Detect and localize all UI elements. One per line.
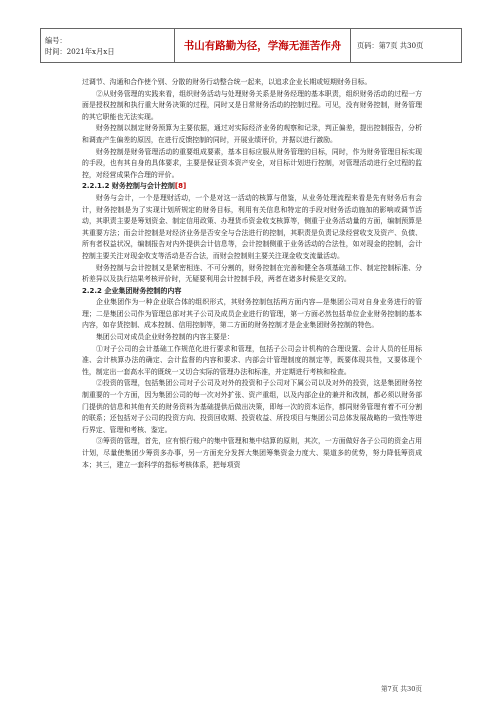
body-paragraph: 财务控制是财务管理活动的重要组成要素，基本目标应服从财务管理的目标，同时，作为财务管理目标实现的手段，也有其自身的具体要求，主要是保证资本资产安全，对目标计划进行控制，对管理活动进行全过程的监控，对经营成果作合理的评价。 (82, 147, 422, 179)
body-paragraph: 财务控制以制定财务预算为主要依据，通过对实际经济业务的观察和记录，判正偏差，提出控制报告，分析和调查产生偏差的原因，在进行反馈控制的同时，开展业绩评价，并据以进行激励。 (82, 124, 422, 144)
motto: 书山有路勤为径，学海无涯苦作舟 (183, 40, 342, 52)
body-paragraph: ③筹资的管理，首先，应有银行账户的集中管理和集中结算的原则，其次，一方面做好各子公司的资金占用计划，尽量使集团少筹资多办事，另一方面充分发挥大集团筹集资金力度大、渠道多的优势，努力降低筹资成本；其三，建立一套科学的指标考核体系，把每项资 (82, 437, 422, 469)
page-footer: 第7页 共30页 (380, 685, 422, 693)
header-motto-cell (175, 29, 351, 62)
body-paragraph: 过调节、沟通和合作使个别、分散的财务行动整合统一起来，以追求企业长期或短期财务目标。 (82, 78, 372, 86)
header-left-cell (41, 29, 175, 62)
body-paragraph: ②从财务管理的实践来看，组织财务活动与处理财务关系是财务经理的基本职责，组织财务活动的过程一方面是授权控制和执行重大财务决策的过程，同时又是日常财务活动的控制过程。可见，没有财务控制，财务管理的其它职能也无法实现。 (82, 89, 422, 121)
document-body (82, 77, 422, 471)
body-paragraph: 集团公司对成员企业财务控制的内容主要是： (96, 333, 234, 342)
header-page-info: 页码：第7页 共30页 (357, 40, 424, 50)
body-paragraph: ②投资的管理，包括集团公司对子公司及对外的投资和子公司对下属公司以及对外的投资，这是集团财务控制重要的一个方面，因为集团公司的每一次对外扩张、资产重组，以及内部企业的兼并和改制，都必须以财务部门提供的信息和其他有关的财务资料为基础提供后做出决策，即每一次的资本运作，都同财务管理有着不可分割的联系；还包括对子公司的投资方向、投资回收期、投资收益、所投项目与集团公司总体发展战略的一致性等进行界定、管理和考核、鉴定。 (82, 379, 422, 434)
section-heading-text: 2.2.1.2 财务控制与会计控制 (82, 182, 175, 191)
page-header (40, 28, 462, 63)
section-heading (82, 286, 422, 298)
number-label: 编号： (45, 35, 67, 45)
body-paragraph: 财务与会计，一个是理财活动，一个是对这一活动的核算与借鉴，从业务处理流程来看是先有财务后有会计，财务控制是为了实现计划所规定的财务目标，利用有关信息和特定的手段对财务活动施加的影响或调节活动，其职责主要是筹划资金、制定信用政策、办理货币资金收支核算等，侧重于业务活动量的方面，编制预算是其重要方法；而会计控制是对经济业务是否安全与合法进行的控制，其职责是负责记录经营收支及资产、负债、所有者权益状况，编制报告对内外提供会计信息等，会计控制侧重于业务活动的合法性，如对现金的控制，会计控制主要关注对现金收支等活动是否合法，而财会控制则主要关注现金收支流量活动。 (82, 193, 422, 260)
section-heading-text: 2.2.2 企业集团财务控制的内容 (82, 286, 182, 295)
body-paragraph: 财务控制与会计控制又是紧密相连、不可分割的，财务控制在完善和健全各项基础工作、制定控制标准、分析差异以及执行结果考核评价时，无疑要利用会计控制手段，两者在诸多时候是交叉的。 (82, 263, 422, 284)
time-label: 时间：2021年x月x日 (45, 46, 115, 56)
header-page-cell (351, 29, 461, 62)
body-paragraph: 企业集团作为一种企业联合体的组织形式，其财务控制包括两方面内容—是集团公司对自身业务进行的管理；二是集团公司作为管理总部对其子公司及成员企业进行的管理，第一方面必然包括单位企业财务控制的基本内容，如存货控制、成本控制、信用控制等，第二方面的财务控制才是企业集团财务控制的特色。 (82, 298, 422, 330)
section-heading (82, 181, 422, 193)
body-paragraph: ①对子公司的会计基础工作规范化进行要求和管理，包括子公司会计机构的合理设置、会计人员的任用标准、会计核算办法的确定、会计监督的内容和要求、内部会计管理制度的制定等，既要体现共性，又要体现个性，制定出一套高水平的既统一又切合实际的管理办法和标准，并定期进行考核和检查。 (82, 344, 422, 376)
reference-link[interactable]: [8] (174, 182, 187, 191)
